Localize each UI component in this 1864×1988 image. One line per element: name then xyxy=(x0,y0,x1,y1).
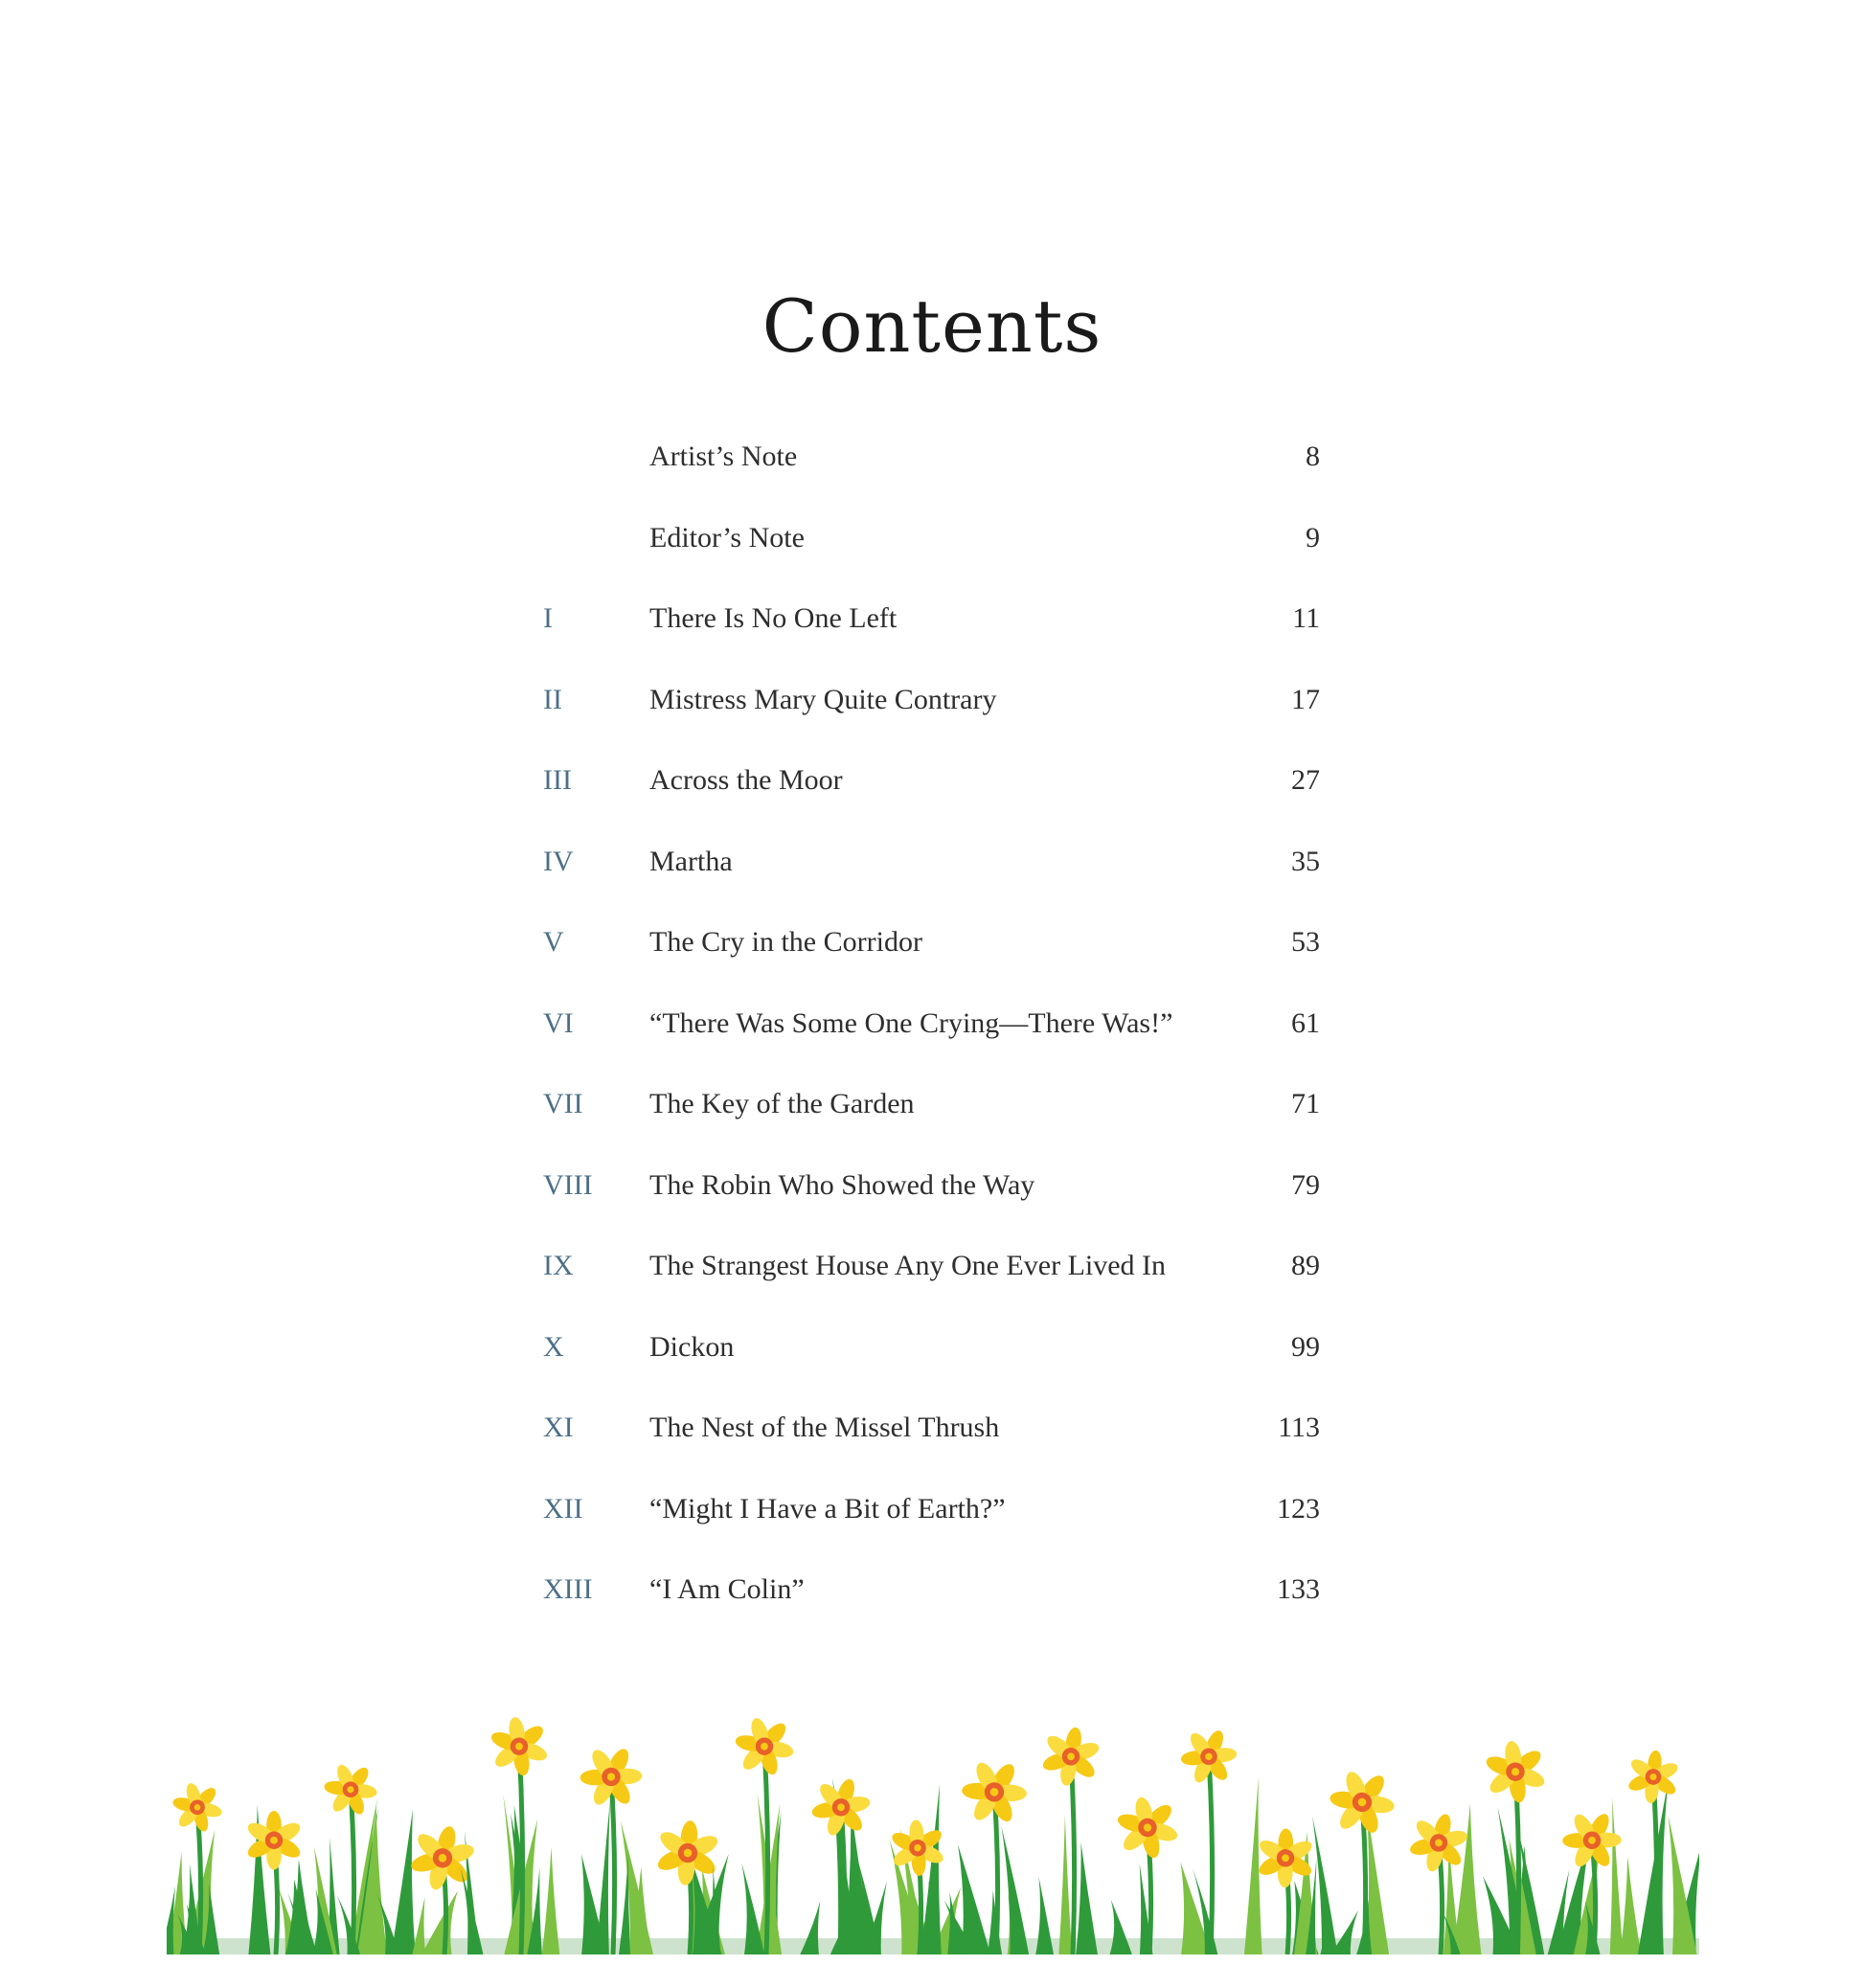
leaf xyxy=(1620,1857,1641,1954)
daffodil-flower xyxy=(1037,1723,1105,1791)
toc-entry[interactable] xyxy=(0,1399,1864,1457)
chapter-title: The Strangest House Any One Ever Lived In xyxy=(649,1250,1167,1281)
chapter-title: Martha xyxy=(649,845,733,877)
flower-stem xyxy=(611,1777,615,1955)
daffodil-flower xyxy=(653,1818,723,1887)
page-number: 113 xyxy=(1278,1412,1320,1443)
trumpet-center xyxy=(270,1837,278,1844)
chapter-title: “Might I Have a Bit of Earth?” xyxy=(649,1492,1006,1525)
leaf xyxy=(1001,1826,1029,1954)
daffodil-flower xyxy=(244,1811,303,1870)
chapter-title: Mistress Mary Quite Contrary xyxy=(649,683,997,715)
toc-entry[interactable] xyxy=(0,1237,1864,1295)
chapter-numeral: I xyxy=(543,602,553,634)
page-number: 53 xyxy=(1291,926,1320,958)
daffodil-flower xyxy=(1625,1748,1683,1806)
leaf xyxy=(1452,1803,1481,1954)
chapter-numeral: II xyxy=(543,683,562,715)
chapter-title: Artist’s Note xyxy=(649,441,798,472)
chapter-numeral: VII xyxy=(543,1088,583,1119)
toc-entry[interactable] xyxy=(0,671,1864,729)
leaf xyxy=(412,1897,425,1954)
page-number: 17 xyxy=(1291,683,1320,715)
toc-entry[interactable] xyxy=(0,995,1864,1052)
chapter-numeral: XI xyxy=(543,1412,574,1443)
chapter-numeral: VI xyxy=(543,1006,574,1039)
page-number: 35 xyxy=(1291,845,1320,877)
toc-entry[interactable] xyxy=(0,752,1864,809)
chapter-title: “I Am Colin” xyxy=(649,1573,805,1605)
chapter-title: Across the Moor xyxy=(649,764,843,796)
chapter-numeral: VIII xyxy=(543,1168,593,1201)
daffodil-border xyxy=(167,1701,1699,1954)
chapter-numeral: IV xyxy=(543,845,574,877)
leaf xyxy=(1244,1777,1262,1954)
flower-stem xyxy=(1071,1756,1075,1954)
toc-entry[interactable] xyxy=(0,1561,1864,1618)
chapter-numeral: X xyxy=(543,1330,564,1363)
chapter-numeral: V xyxy=(543,926,564,958)
page-title: Contents xyxy=(762,283,1102,369)
page-number: 89 xyxy=(1291,1250,1320,1281)
leaf xyxy=(1035,1877,1054,1954)
toc-entry[interactable] xyxy=(0,590,1864,647)
chapter-title: Dickon xyxy=(649,1330,735,1363)
page-number: 27 xyxy=(1291,764,1320,796)
toc-entry[interactable] xyxy=(0,1075,1864,1133)
leaf xyxy=(392,1809,416,1954)
leaf xyxy=(1110,1900,1132,1954)
toc-entry[interactable] xyxy=(0,1157,1864,1214)
chapter-title: Editor’s Note xyxy=(649,521,805,553)
page-number: 9 xyxy=(1306,521,1320,553)
chapter-title: There Is No One Left xyxy=(649,602,898,634)
chapter-title: The Cry in the Corridor xyxy=(649,926,922,958)
page-number: 8 xyxy=(1306,441,1320,472)
chapter-numeral: XII xyxy=(543,1492,583,1525)
toc-entry[interactable] xyxy=(0,428,1864,486)
daffodil-flower xyxy=(878,1809,956,1886)
toc-entry[interactable] xyxy=(0,914,1864,971)
leaf xyxy=(1610,1797,1624,1954)
leaf xyxy=(1076,1842,1098,1954)
flower-stem xyxy=(994,1792,998,1954)
page-number: 71 xyxy=(1291,1088,1320,1119)
page-number: 79 xyxy=(1291,1168,1320,1201)
toc-entry[interactable] xyxy=(0,509,1864,567)
toc-entry[interactable] xyxy=(0,1319,1864,1376)
chapter-title: The Nest of the Missel Thrush xyxy=(649,1412,1000,1443)
chapter-numeral: XIII xyxy=(543,1573,593,1605)
page-number: 11 xyxy=(1292,602,1320,634)
page-number: 133 xyxy=(1277,1573,1320,1605)
leaf xyxy=(542,1847,560,1954)
page-number: 99 xyxy=(1291,1330,1320,1363)
chapter-title: The Key of the Garden xyxy=(649,1088,915,1119)
page-number: 61 xyxy=(1291,1006,1320,1039)
toc-entry[interactable] xyxy=(0,833,1864,891)
page-number: 123 xyxy=(1277,1492,1320,1525)
chapter-title: The Robin Who Showed the Way xyxy=(649,1168,1035,1201)
toc-entry[interactable] xyxy=(0,1480,1864,1538)
chapter-numeral: III xyxy=(543,764,572,796)
chapter-numeral: IX xyxy=(543,1250,574,1281)
leaf xyxy=(1058,1815,1072,1954)
chapter-title: “There Was Some One Crying—There Was!” xyxy=(649,1006,1173,1039)
